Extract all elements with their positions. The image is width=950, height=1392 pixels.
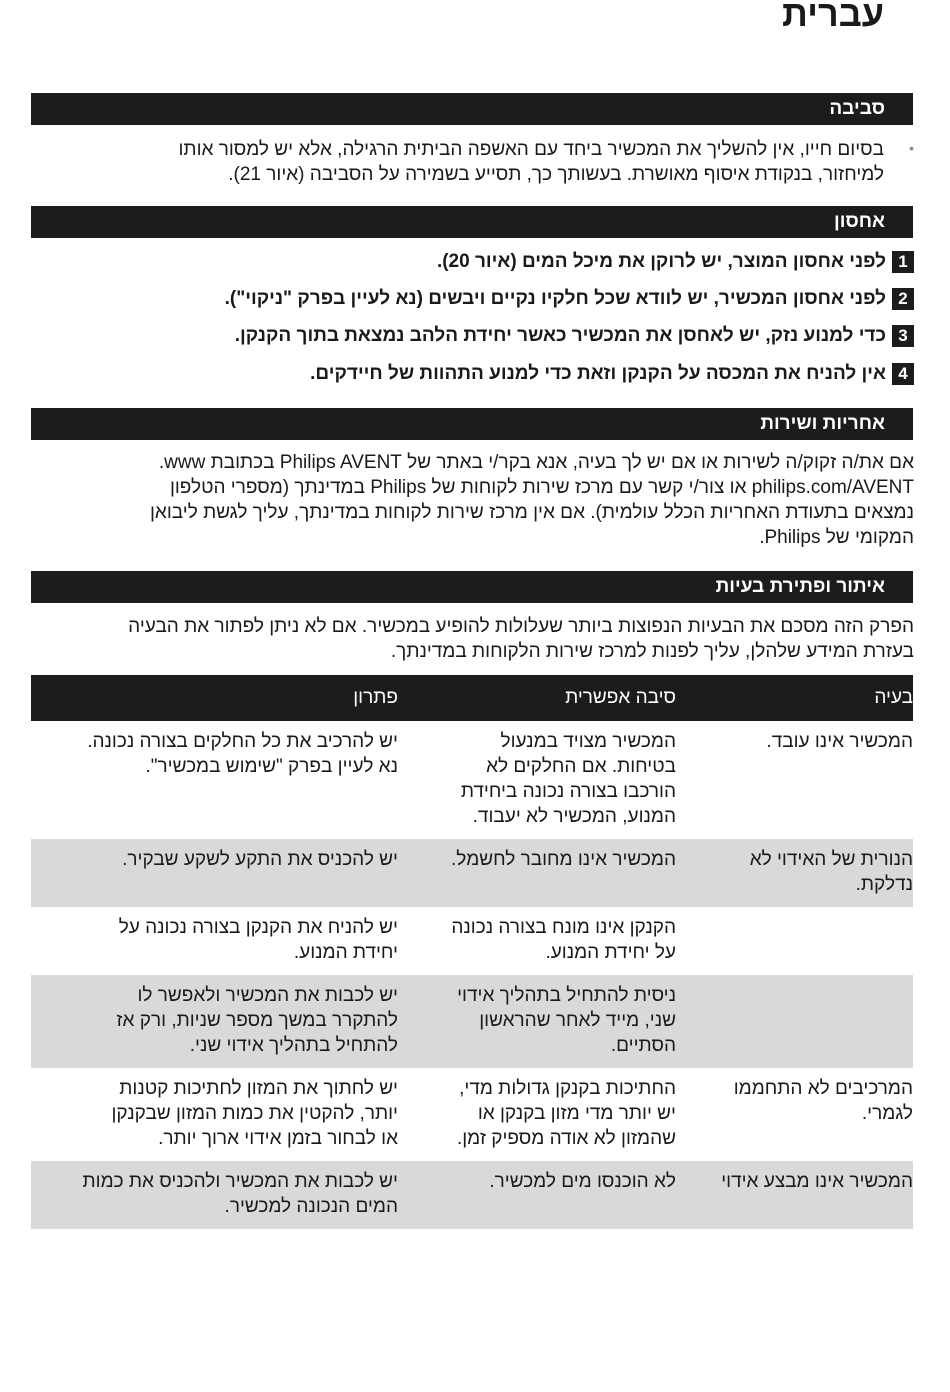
step-text: לפני אחסון המכשיר, יש לוודא שכל חלקיו נקיים ויבשים (נא לעיין בפרק "ניקוי"). [224,288,886,309]
warranty-text-line-3: נמצאים בתעודת האחריות הכלל עולמית). אם אין מרכז שירות לקוחות במדינתך, עליך לגשת ליבואן [150,502,914,523]
column-header-cause: סיבה אפשרית [412,675,694,721]
column-header-solution: פתרון [31,675,412,721]
storage-step-3 [235,323,914,349]
solution-cell: יש להרכיב את כל החלקים בצורה נכונה. נא לעיין בפרק "שימוש במכשיר". [87,731,398,777]
cause-cell: הקנקן אינו מונח בצורה נכונה על יחידת המנוע. [451,917,676,963]
cause-cell: ניסית להתחיל בתהליך אידוי שני, מייד לאחר שהראשון הסתיים. [412,975,694,1068]
page-title: עברית [781,0,884,34]
step-number-badge: 1 [892,251,914,273]
problem-cell [694,907,913,975]
problem-cell: הנורית של האידוי לא נדלקת. [694,839,913,907]
step-text: כדי למנוע נזק, יש לאחסן את המכשיר כאשר יחידת הלהב נמצאת בתוך הקנקן. [234,325,886,346]
storage-step-2 [225,286,914,312]
step-number-badge: 2 [892,288,914,310]
table-row [31,721,913,839]
warranty-text-line-2: philips.com/AVENT או צור/י קשר עם מרכז שירות לקוחות של Philips במדינתך (מספרי הטלפון [169,477,914,498]
storage-step-1 [437,249,914,275]
troubleshooting-text-line-2: בעזרת המידע שלהלן, עליך לפנות למרכז שירות הלקוחות במדינתך. [390,641,914,662]
cause-cell: המכשיר אינו מחובר לחשמל. [412,839,694,907]
warranty-text-line-1: אם את/ה זקוק/ה לשירות או אם יש לך בעיה, אנא בקר/י באתר של Philips AVENT בכתובת www. [158,452,914,473]
bullet-dot: • [909,140,914,156]
problem-cell [694,975,913,1068]
table-row [31,907,913,975]
cause-cell: החתיכות בקנקן גדולות מדי, יש יותר מדי מזון בקנקן או שהמזון לא אודה מספיק זמן. [456,1078,676,1149]
section-header-warranty: אחריות ושירות [31,408,913,440]
solution-cell: יש לכבות את המכשיר ולהכניס את כמות המים הנכונה למכשיר. [31,1161,412,1229]
environment-text-line-1: בסיום חייו, אין להשליך את המכשיר ביחד עם האשפה הביתית הרגילה, אלא יש למסור אותו [178,139,884,160]
table-row [31,1161,913,1229]
section-header-environment: סביבה [31,93,913,125]
step-text: אין להניח את המכסה על הקנקן וזאת כדי למנוע התהוות של חיידקים. [310,363,886,384]
problem-cell: המכשיר אינו מבצע אידוי [694,1161,913,1229]
troubleshooting-table [31,675,913,1229]
solution-cell: יש להכניס את התקע לשקע שבקיר. [31,839,412,907]
troubleshooting-text-line-1: הפרק הזה מסכם את הבעיות הנפוצות ביותר שעלולות להופיע במכשיר. אם לא ניתן לפתור את הבעיה [128,616,914,637]
solution-cell: יש לחתוך את המזון לחתיכות קטנות יותר, להקטין את כמות המזון שבקנקן או לבחור בזמן אידוי ארוך יותר. [111,1078,398,1149]
table-row [31,975,913,1068]
problem-cell: המרכיבים לא התחממו לגמרי. [733,1078,913,1124]
cause-cell: לא הוכנסו מים למכשיר. [412,1161,694,1229]
section-header-storage: אחסון [31,206,913,238]
table-header-row [31,675,913,721]
problem-cell: המכשיר אינו עובד. [766,731,913,752]
table-row [31,1068,913,1161]
storage-step-4 [310,361,914,387]
step-number-badge: 4 [892,363,914,385]
cause-cell: המכשיר מצויד במנעול בטיחות. אם החלקים לא הורכבו בצורה נכונה ביחידת המנוע, המכשיר לא יעבוד. [460,731,676,827]
solution-cell: יש לכבות את המכשיר ולאפשר לו להתקרר במשך מספר שניות, ורק אז להתחיל בתהליך אידוי שני. [31,975,412,1068]
table-row [31,839,913,907]
solution-cell: יש להניח את הקנקן בצורה נכונה על יחידת המנוע. [118,917,398,963]
section-header-troubleshooting: איתור ופתירת בעיות [31,571,913,603]
step-number-badge: 3 [892,325,914,347]
step-text: לפני אחסון המוצר, יש לרוקן את מיכל המים (איור 20). [436,251,886,272]
column-header-problem: בעיה [694,675,913,721]
environment-text-line-2: למיחזור, בנקודת איסוף מאושרת. בעשותך כך, תסייע בשמירה על הסביבה (איור 21). [228,164,884,185]
warranty-text-line-4: המקומי של Philips. [759,527,914,548]
